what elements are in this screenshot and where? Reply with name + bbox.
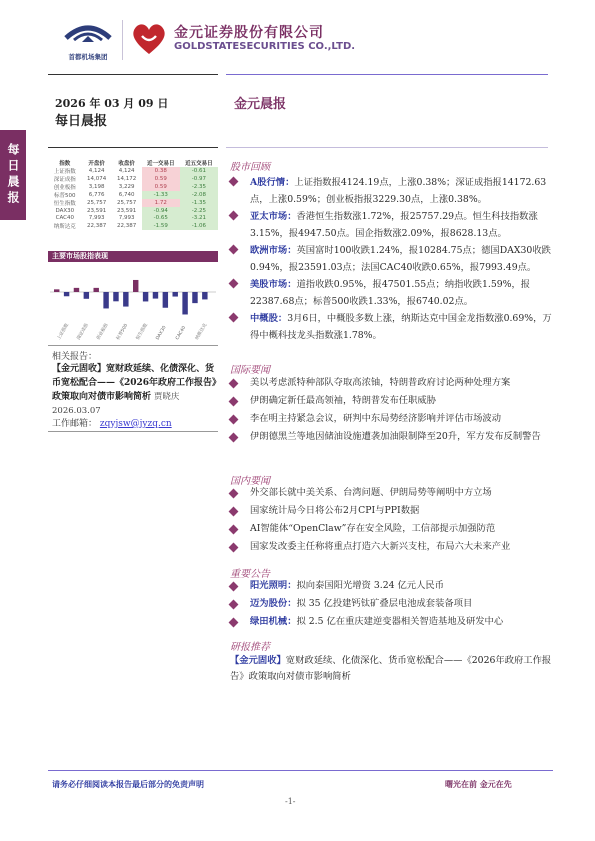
table-cell: 0.59 (142, 183, 180, 191)
chart-bar (173, 292, 178, 297)
chart-bar (84, 292, 89, 299)
item-text: AI智能体“OpenClaw”存在安全风险，工信部提示加强防范 (250, 523, 496, 534)
report-title: 每日晨报 (55, 114, 108, 129)
item-text: 伊朗确定新任最高领袖，特朗普发布任职威胁 (250, 395, 436, 406)
bullet-icon (229, 582, 239, 592)
list-item (230, 174, 552, 208)
domestic-news-list (230, 486, 552, 558)
table-cell: -2.25 (180, 207, 218, 215)
chart-tick-label: 创业板指 (96, 322, 110, 341)
list-item (230, 579, 552, 594)
research-tag: 【金元固收】 (230, 655, 286, 666)
index-table (48, 158, 218, 230)
list-item (230, 597, 552, 612)
bullet-icon (229, 543, 239, 553)
research-title[interactable]: 宽财政延续、化债深化、货币宽松配合——《2026年政府工作报告》政策取向对债市影响简析 (230, 655, 552, 682)
chart-bar (123, 292, 128, 307)
chart-bar (54, 289, 59, 292)
table-cell: 23,591 (117, 207, 137, 214)
item-text: 李在明主持紧急会议，研判中东局势经济影响并评估市场波动 (250, 413, 502, 424)
chart-bar (153, 292, 158, 299)
market-review-heading: 股市回顾 (230, 162, 270, 173)
company-name-cn: 金元证券股份有限公司 (174, 25, 324, 41)
table-cell: 上证指数 (53, 169, 76, 175)
table-cell: 3,198 (88, 184, 105, 190)
chart-tick-label: 深证成指 (76, 322, 90, 341)
item-text: 拟 35 亿投建钙钛矿叠层电池成套装备项目 (296, 598, 473, 609)
item-text: 伊朗德黑兰等地因储油设施遭袭加油限制降至20升，军方发布反制警告 (250, 431, 541, 442)
item-text: 拟向泰国阳光增资 3.24 亿元人民币 (296, 580, 444, 591)
item-label: 迈为股份： (250, 598, 297, 609)
market-review-list (230, 174, 552, 344)
chart-bar (74, 288, 79, 292)
list-item (230, 430, 552, 445)
table-cell: DAX30 (55, 207, 75, 214)
chart-bar (202, 292, 207, 299)
item-text: 3月6日，中概股多数上涨，纳斯达克中国金龙指数涨0.69%，万得中概科技龙头指数涨1.78%。 (250, 313, 552, 341)
item-label: 中概股： (250, 313, 288, 324)
report-date: 2026 年 03 月 09 日 (55, 97, 169, 110)
announcements-list (230, 579, 552, 633)
item-label: 绿田机械： (250, 616, 297, 627)
table-header: 收盘价 (118, 160, 135, 167)
bullet-icon (229, 211, 239, 221)
chart-tick-label: 纳斯达克 (195, 322, 209, 341)
table-cell: -0.61 (180, 167, 218, 175)
table-cell: 6,740 (118, 192, 135, 198)
table-cell: -0.94 (142, 207, 180, 215)
table-cell: -0.65 (142, 215, 180, 223)
bullet-icon (229, 507, 239, 517)
chart-tick-label: 上证指数 (56, 322, 71, 341)
footer-slogan: 曙光在前 金元在先 (445, 780, 512, 789)
table-cell: 4,124 (88, 168, 105, 174)
table-cell: -1.06 (180, 222, 218, 230)
domestic-news-heading: 国内要闻 (230, 476, 270, 487)
intl-news-list (230, 376, 552, 448)
page-number: -1- (285, 797, 296, 806)
subsidiary-name: 首都机场集团 (68, 53, 108, 61)
table-cell: 14,172 (117, 176, 137, 182)
chart-bar (113, 292, 118, 301)
table-cell: 25,757 (117, 200, 137, 206)
chart-bar (182, 292, 187, 314)
company-name-en: GOLDSTATESECURITIES CO.,LTD. (174, 41, 356, 52)
table-cell: -2.08 (180, 191, 218, 199)
section-title: 金元晨报 (234, 97, 287, 112)
table-cell: 创业板指 (53, 185, 76, 191)
table-row (48, 167, 218, 175)
item-text: 美以考虑派特种部队夺取高浓铀，特朗普政府讨论两种处理方案 (250, 377, 511, 388)
research-heading: 研报推荐 (230, 642, 270, 653)
side-tab: 每日晨报 (0, 130, 26, 220)
left-title-rule (48, 147, 218, 148)
chart-bar (103, 292, 108, 308)
table-row (48, 207, 218, 215)
related-report[interactable] (52, 362, 220, 418)
item-text: 国家统计局今日将公布2月CPI与PPI数据 (250, 505, 420, 516)
item-text: 外交部长就中美关系、台湾问题、伊朗局势等阐明中方立场 (250, 487, 492, 498)
table-header: 开盘价 (88, 160, 105, 167)
bullet-icon (229, 525, 239, 535)
related-top-rule (48, 345, 218, 346)
list-item (230, 394, 552, 409)
related-report-title[interactable]: 【金元固收】宽财政延续、化债深化、货币宽松配合——《2026年政府工作报告》政策取向对债市影响简析 (52, 364, 217, 402)
table-header: 近五交易日 (185, 160, 213, 167)
related-bottom-rule (48, 431, 218, 432)
right-title-rule (226, 147, 548, 148)
chart-tick-label: 恒生指数 (135, 322, 150, 341)
chart-tick-label: DAX30 (155, 325, 168, 341)
table-cell: 4,124 (118, 168, 135, 174)
table-cell: 25,757 (87, 200, 107, 206)
email-row (52, 416, 172, 429)
item-label: A股行情： (250, 177, 295, 188)
chart-bar (192, 292, 197, 303)
table-cell: -1.33 (142, 191, 180, 199)
heart-logo-icon (130, 22, 168, 56)
intl-news-heading: 国际要闻 (230, 365, 270, 376)
item-text: 上证指数报4124.19点，上涨0.38%；深证成指报14172.63点，上涨0.59%；创业板指报3229.30点，上涨0.38%。 (250, 177, 547, 205)
item-text: 道指收跌0.95%，报47501.55点；纳指收跌1.59%，报22387.68点；标普500收跌1.33%，报6740.02点。 (250, 279, 531, 307)
list-item (230, 504, 552, 519)
item-text: 英国富时100收跌1.24%，报10284.75点；德国DAX30收跌0.94%，报23591.03点；法国CAC40收跌0.65%，报7993.49点。 (250, 245, 551, 273)
bullet-icon (229, 600, 239, 610)
table-cell: 标普500 (54, 193, 76, 199)
company-brand (130, 22, 370, 58)
table-cell: CAC40 (55, 215, 74, 222)
bullet-icon (229, 279, 239, 289)
item-text: 拟 2.5 亿在重庆建逆变器相关智造基地及研发中心 (296, 616, 504, 627)
bullet-icon (229, 313, 239, 323)
table-cell: -1.59 (142, 222, 180, 230)
table-cell: 7,993 (118, 215, 135, 222)
table-cell: 深证成指 (53, 177, 76, 183)
table-row (48, 199, 218, 207)
bullet-icon (229, 245, 239, 255)
announcements-heading: 重要公告 (230, 569, 270, 580)
table-cell: 6,776 (88, 192, 105, 198)
table-row (48, 222, 218, 230)
table-cell: 纳斯达克 (53, 224, 76, 230)
bullet-icon (229, 397, 239, 407)
company-logo (58, 16, 118, 64)
chart-tick-label: 标普500 (116, 323, 130, 341)
table-cell: -1.35 (180, 199, 218, 207)
table-cell: 0.38 (142, 167, 180, 175)
table-row (48, 215, 218, 223)
item-label: 亚太市场： (250, 211, 297, 222)
left-top-rule (48, 74, 218, 75)
table-cell: 0.59 (142, 175, 180, 183)
list-item (230, 540, 552, 555)
related-report-author: 贾晓庆 2026.03.07 (52, 392, 180, 416)
item-label: 欧洲市场： (250, 245, 297, 256)
list-item (230, 486, 552, 501)
item-label: 阳光照明： (250, 580, 297, 591)
table-cell: 恒生指数 (53, 201, 76, 207)
logo-emblem-icon (58, 16, 118, 52)
chart-bar (143, 292, 148, 301)
table-header: 指数 (59, 160, 71, 167)
table-cell: 22,387 (87, 223, 107, 229)
list-item (230, 615, 552, 630)
item-text: 国家发改委主任称将重点打造六大新兴支柱，布局六大未来产业 (250, 541, 511, 552)
list-item (230, 376, 552, 391)
table-cell: 3,229 (118, 184, 135, 190)
chart-bar (94, 288, 99, 292)
chart-bar (133, 280, 138, 292)
list-item (230, 412, 552, 427)
table-row (48, 191, 218, 199)
list-item (230, 276, 552, 310)
related-reports-label: 相关报告： (52, 352, 98, 362)
disclaimer-notice: 请务必仔细阅读本报告最后部分的免责声明 (52, 780, 204, 789)
chart-bar (163, 292, 168, 308)
list-item (230, 310, 552, 344)
table-cell: -3.21 (180, 215, 218, 223)
table-row (48, 175, 218, 183)
bullet-icon (229, 618, 239, 628)
research-recommendation[interactable] (230, 653, 552, 684)
table-cell: -0.97 (180, 175, 218, 183)
bullet-icon (229, 489, 239, 499)
logo-divider (122, 20, 123, 60)
bullet-icon (229, 177, 239, 187)
list-item (230, 242, 552, 276)
table-cell: 7,993 (88, 215, 105, 222)
table-cell: 23,591 (87, 207, 107, 214)
chart-bar (64, 292, 69, 296)
market-section-title: 主要市场股指表现 (48, 251, 218, 262)
table-row (48, 183, 218, 191)
email-link[interactable]: zqyjsw@jyzq.cn (99, 419, 172, 429)
right-top-rule (226, 74, 548, 75)
bullet-icon (229, 379, 239, 389)
bullet-icon (229, 433, 239, 443)
item-label: 美股市场： (250, 279, 297, 290)
item-text: 香港恒生指数涨1.72%，报25757.29点。恒生科技指数涨3.15%，报4947.50点。国企指数涨2.09%，报8628.13点。 (250, 211, 538, 239)
market-bar-chart (48, 264, 218, 344)
table-cell: -2.35 (180, 183, 218, 191)
list-item (230, 522, 552, 537)
bullet-icon (229, 415, 239, 425)
table-cell: 1.72 (142, 199, 180, 207)
chart-tick-label: CAC40 (175, 325, 188, 341)
list-item (230, 208, 552, 242)
footer-rule (48, 770, 553, 771)
email-label: 工作邮箱： (52, 419, 98, 429)
table-cell: 22,387 (117, 223, 137, 229)
table-cell: 14,074 (87, 176, 107, 182)
table-header: 近一交易日 (146, 160, 175, 167)
